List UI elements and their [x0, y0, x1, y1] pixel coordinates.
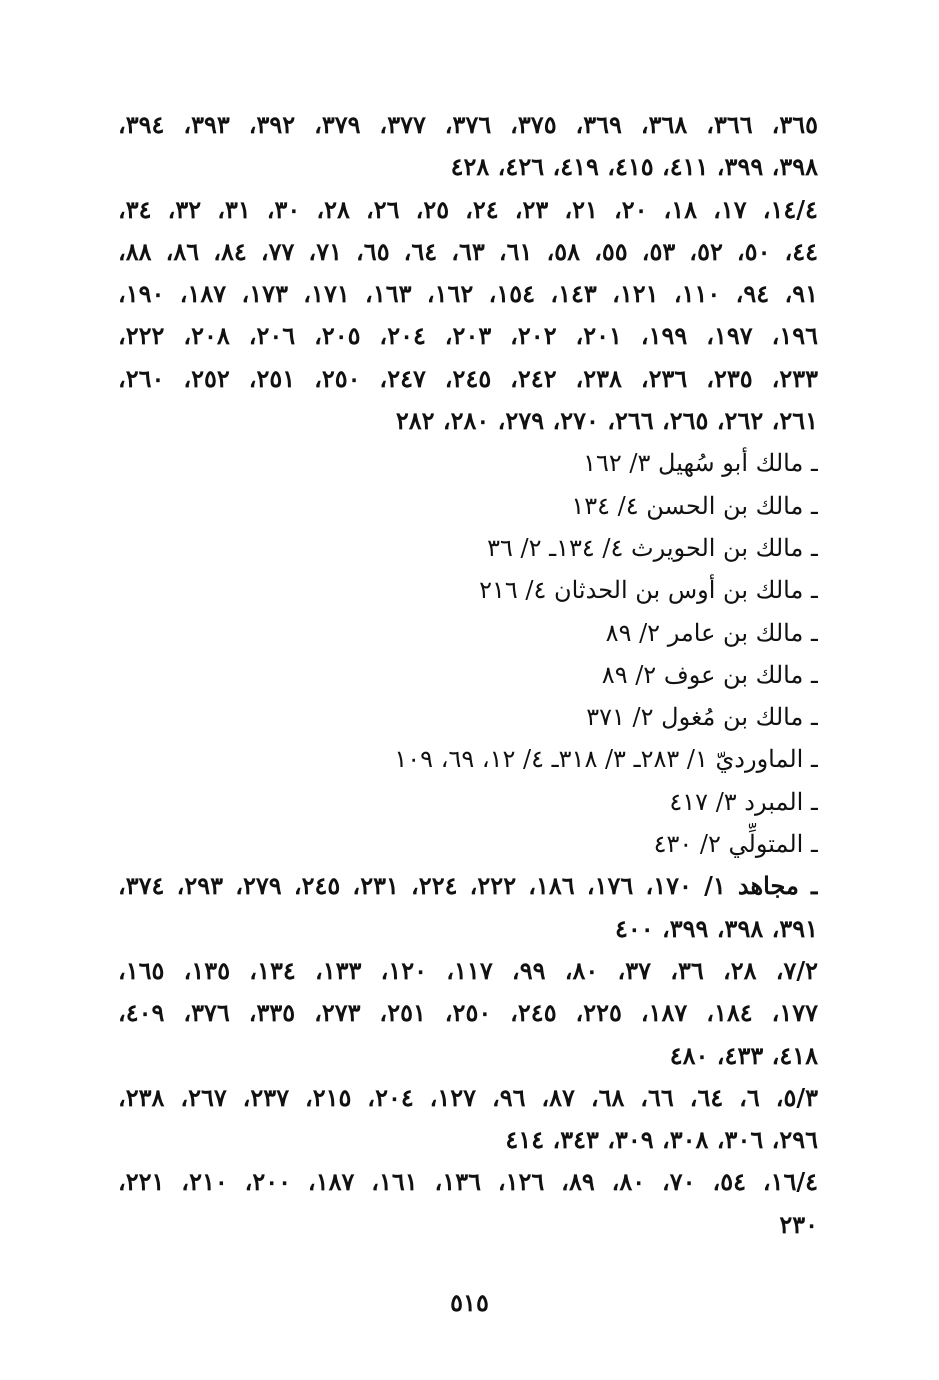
index-entry-malik-ibn-amir: ـ مالك بن عامر ٢/ ٨٩: [605, 618, 818, 647]
index-line-continuation: ٥/٣، ٦، ٦٤، ٦٦، ٦٨، ٨٧، ٩٦، ١٢٧، ٢٠٤، ٢١٥، ٢٣٧، ٢٦٧، ٢٣٨،: [118, 1082, 818, 1112]
index-line-continuation: ٣٩٨، ٣٩٩، ٤١١، ٤١٥، ٤١٩، ٤٢٦، ٤٢٨: [450, 152, 818, 182]
index-line-continuation: ١٩٦، ١٩٧، ١٩٩، ٢٠١، ٢٠٢، ٢٠٣، ٢٠٤، ٢٠٥، ٢٠٦، ٢٠٨، ٢٢٢،: [118, 321, 818, 351]
index-entry-malik-ibn-aws: ـ مالك بن أوس بن الحدثان ٤/ ٢١٦: [479, 576, 818, 605]
index-line-continuation: ١٤/٤، ١٧، ١٨، ٢٠، ٢١، ٢٣، ٢٤، ٢٥، ٢٦، ٢٨، ٣٠، ٣١، ٣٢، ٣٤،: [118, 194, 818, 224]
index-line-continuation: ٢٣٠: [779, 1209, 818, 1239]
index-entry-al-mubarrad: ـ المبرد ٣/ ٤١٧: [669, 787, 818, 816]
page-number: ٥١٥: [450, 1288, 489, 1317]
index-line-continuation: ٧/٢، ٢٨، ٣٦، ٣٧، ٨٠، ٩٩، ١١٧، ١٢٠، ١٣٣، ١٣٤، ١٣٥، ١٦٥،: [118, 955, 818, 985]
index-line-continuation: ٤١٨، ٤٣٣، ٤٨٠: [669, 1040, 818, 1070]
index-line-continuation: ٢٦١، ٢٦٢، ٢٦٥، ٢٦٦، ٢٧٠، ٢٧٩، ٢٨٠، ٢٨٢: [395, 406, 818, 436]
index-line-continuation: ٣٩١، ٣٩٨، ٣٩٩، ٤٠٠: [614, 913, 818, 943]
index-line-continuation: ٣٦٥، ٣٦٦، ٣٦٨، ٣٦٩، ٣٧٥، ٣٧٦، ٣٧٧، ٣٧٩، ٣٩٢، ٣٩٣، ٣٩٤،: [118, 110, 818, 139]
index-entry-malik-abu-suhayl: ـ مالك أبو سُهيل ٣/ ١٦٢: [583, 449, 818, 478]
index-line-continuation: ١٧٧، ١٨٤، ١٨٧، ٢٢٥، ٢٤٥، ٢٥٠، ٢٥١، ٢٧٣، ٣٣٥، ٣٧٦، ٤٠٩،: [118, 998, 818, 1028]
index-entry-malik-ibn-al-huwayrith: ـ مالك بن الحويرث ٤/ ١٣٤ـ ٢/ ٣٦: [487, 533, 818, 562]
index-text-block: [118, 104, 818, 1246]
index-line-continuation: ٤٤، ٥٠، ٥٢، ٥٣، ٥٥، ٥٨، ٦١، ٦٣، ٦٤، ٦٥، ٧١، ٧٧، ٨٤، ٨٦، ٨٨،: [118, 236, 818, 266]
index-line-continuation: ٢٩٦، ٣٠٦، ٣٠٨، ٣٠٩، ٣٤٣، ٤١٤: [505, 1125, 818, 1155]
index-entry-malik-ibn-awf: ـ مالك بن عوف ٢/ ٨٩: [601, 660, 818, 689]
index-line-continuation: ٩١، ٩٤، ١١٠، ١٢١، ١٤٣، ١٥٤، ١٦٢، ١٦٣، ١٧١، ١٧٣، ١٨٧، ١٩٠،: [118, 279, 818, 309]
index-line-continuation: ٢٣٣، ٢٣٥، ٢٣٦، ٢٣٨، ٢٤٢، ٢٤٥، ٢٤٧، ٢٥٠، ٢٥١، ٢٥٢، ٢٦٠،: [118, 363, 818, 393]
index-entry-al-mutawalli: ـ المتولِّي ٢/ ٤٣٠: [653, 830, 818, 859]
index-entry-malik-ibn-al-hasan: ـ مالك بن الحسن ٤/ ١٣٤: [571, 491, 818, 520]
index-entry-al-mawardi: ـ الماورديّ ١/ ٢٨٣ـ ٣/ ٣١٨ـ ٤/ ١٢، ٦٩، ١٠٩: [394, 745, 818, 774]
index-line-continuation: ١٦/٤، ٥٤، ٧٠، ٨٠، ٨٩، ١٢٦، ١٣٦، ١٦١، ١٨٧، ٢٠٠، ٢١٠، ٢٢١،: [118, 1167, 818, 1197]
index-entry-malik-ibn-mighwal: ـ مالك بن مُغول ٢/ ٣٧١: [586, 703, 818, 732]
index-entry-mujahid: ـ مجاهد ١/ ١٧٠، ١٧٦، ١٨٦، ٢٢٢، ٢٢٤، ٢٣١، ٢٤٥، ٢٧٩، ٢٩٣، ٣٧٤،: [118, 871, 818, 901]
